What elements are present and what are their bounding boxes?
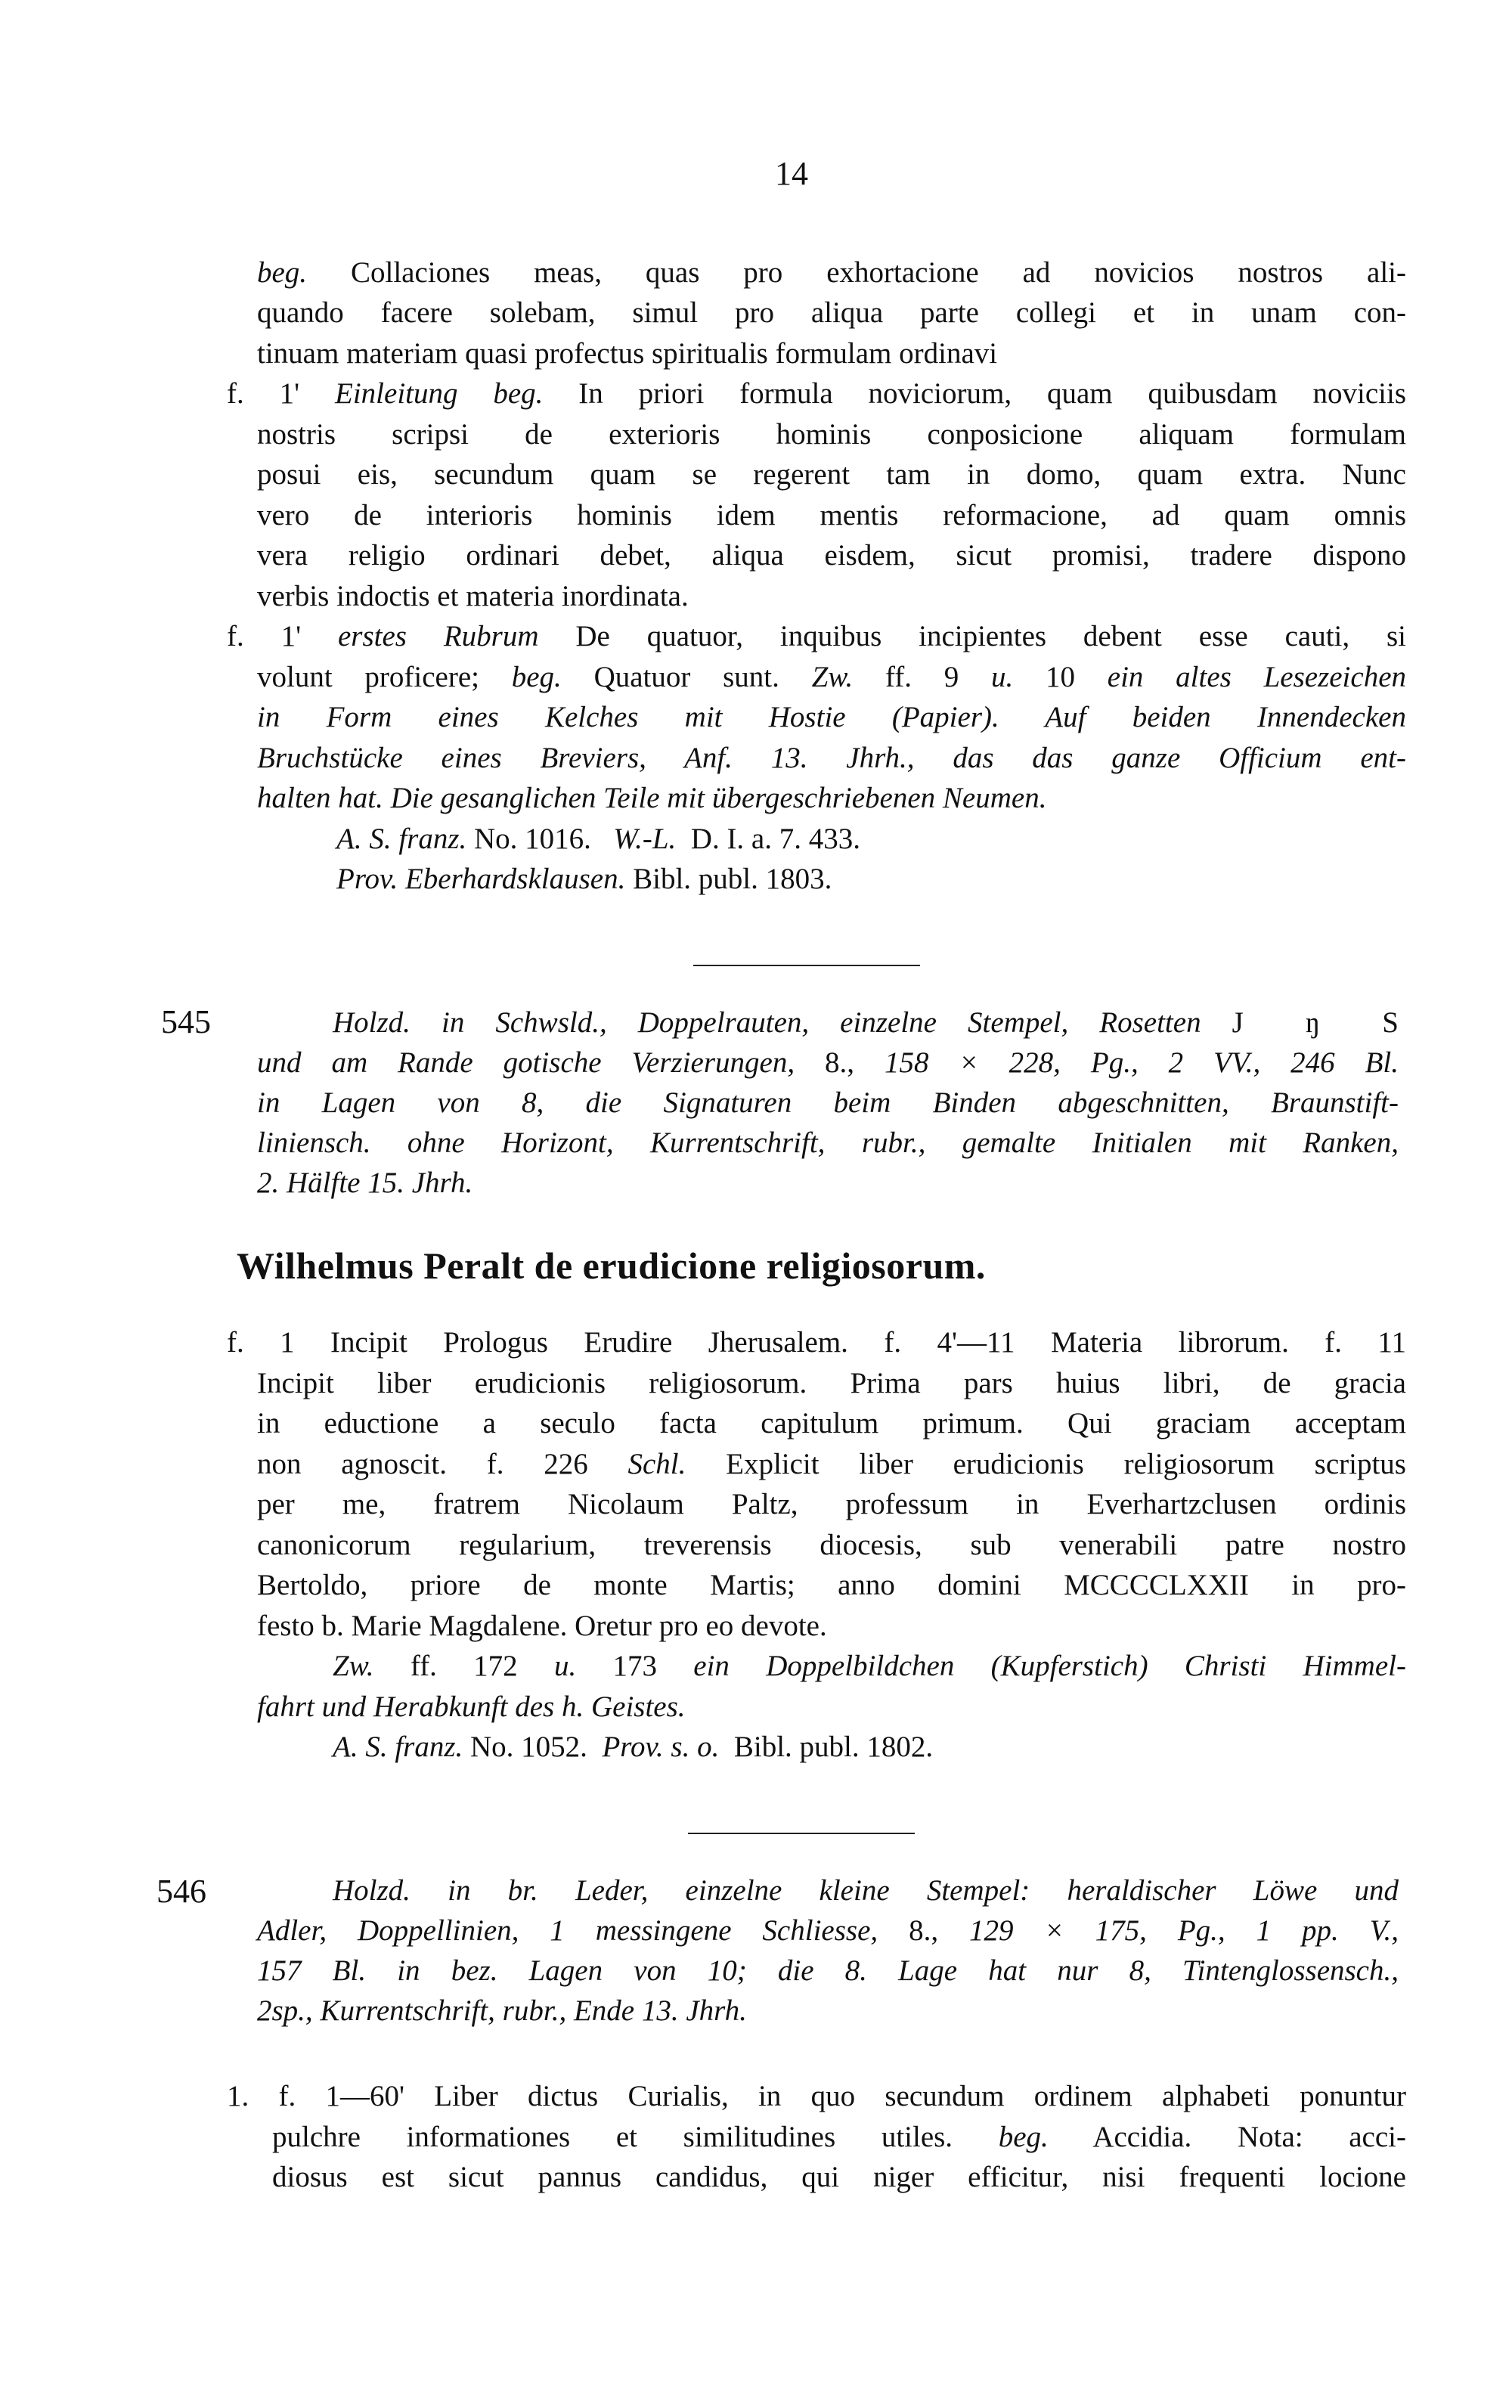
work-title: Wilhelmus Peralt de erudicione religiosorum. bbox=[237, 1244, 986, 1287]
text-line: Prov. Eberhardsklausen. Bibl. publ. 1803. bbox=[336, 863, 832, 895]
description-line: in Lagen von 8, die Signaturen beim Binden abgeschnitten, Braunstift- bbox=[257, 1086, 1399, 1119]
text-line: vera religio ordinari debet, aliqua eisdem, sicut promisi, tradere dispono bbox=[257, 539, 1406, 572]
description-line: 2. Hälfte 15. Jhrh. bbox=[257, 1167, 473, 1199]
text-line: volunt proficere; beg. Quatuor sunt. Zw. ff. 9 u. 10 ein altes Lesezeichen bbox=[257, 661, 1407, 693]
text-line: Zw. ff. 172 u. 173 ein Doppelbildchen (Kupferstich) Christi Himmel- bbox=[333, 1650, 1406, 1682]
description-line: 157 Bl. in bez. Lagen von 10; die 8. Lage hat nur 8, Tintenglossensch., bbox=[257, 1954, 1399, 1987]
text-line: posui eis, secundum quam se regerent tam in domo, quam extra. Nunc bbox=[257, 458, 1406, 491]
description-line: Holzd. in br. Leder, einzelne kleine Stempel: heraldischer Löwe und bbox=[333, 1874, 1399, 1907]
text-line: f. 1 Incipit Prologus Erudire Jherusalem. f. 4'—11 Materia librorum. f. 11 bbox=[227, 1326, 1406, 1359]
separator-rule bbox=[688, 1833, 915, 1834]
text-line: in eductione a seculo facta capitulum primum. Qui graciam acceptam bbox=[257, 1407, 1406, 1440]
text-line: canonicorum regularium, treverensis diocesis, sub venerabili patre nostro bbox=[257, 1529, 1406, 1561]
text-line: Bertoldo, priore de monte Martis; anno domini MCCCCLXXII in pro- bbox=[257, 1569, 1406, 1601]
text-line: festo b. Marie Magdalene. Oretur pro eo devote. bbox=[257, 1610, 827, 1642]
text-line: quando facere solebam, simul pro aliqua parte collegi et in unam con- bbox=[257, 296, 1406, 329]
description-line: 2sp., Kurrentschrift, rubr., Ende 13. Jhrh. bbox=[257, 1994, 747, 2027]
text-line: in Form eines Kelches mit Hostie (Papier). Auf beiden Innendecken bbox=[257, 701, 1406, 733]
text-line: nostris scripsi de exterioris hominis conposicione aliquam formulam bbox=[257, 418, 1406, 451]
text-line: 1. f. 1—60' Liber dictus Curialis, in quo secundum ordinem alphabeti ponuntur bbox=[227, 2080, 1406, 2112]
text-line: Bruchstücke eines Breviers, Anf. 13. Jhrh., das das ganze Officium ent- bbox=[257, 742, 1406, 774]
text-line: f. 1' erstes Rubrum De quatuor, inquibus incipientes debent esse cauti, si bbox=[227, 620, 1407, 652]
text-line: f. 1' Einleitung beg. In priori formula noviciorum, quam quibusdam noviciis bbox=[227, 377, 1406, 410]
description-line: Adler, Doppellinien, 1 messingene Schliesse, 8., 129 × 175, Pg., 1 pp. V., bbox=[257, 1914, 1399, 1947]
text-line: beg. Collaciones meas, quas pro exhortacione ad novicios nostros ali- bbox=[257, 256, 1406, 289]
text-line: Incipit liber erudicionis religiosorum. Prima pars huius libri, de gracia bbox=[257, 1367, 1406, 1399]
text-line: per me, fratrem Nicolaum Paltz, professum in Everhartzclusen ordinis bbox=[257, 1488, 1406, 1520]
description-line: Holzd. in Schwsld., Doppelrauten, einzelne Stempel, Rosetten J ŋ S bbox=[333, 1006, 1399, 1039]
text-line: halten hat. Die gesanglichen Teile mit übergeschriebenen Neumen. bbox=[257, 782, 1047, 814]
entry-number: 545 bbox=[161, 1003, 211, 1040]
description-line: liniensch. ohne Horizont, Kurrentschrift, rubr., gemalte Initialen mit Ranken, bbox=[257, 1127, 1399, 1159]
text-line: non agnoscit. f. 226 Schl. Explicit liber erudicionis religiosorum scriptus bbox=[257, 1448, 1406, 1480]
separator-rule bbox=[693, 965, 920, 966]
text-line: pulchre informationes et similitudines utiles. beg. Accidia. Nota: acci- bbox=[272, 2121, 1406, 2153]
description-line: und am Rande gotische Verzierungen, 8., 158 × 228, Pg., 2 VV., 246 Bl. bbox=[257, 1046, 1399, 1079]
text-line: diosus est sicut pannus candidus, qui niger efficitur, nisi frequenti locione bbox=[272, 2161, 1406, 2193]
text-line: tinuam materiam quasi profectus spiritualis formulam ordinavi bbox=[257, 337, 998, 370]
page-number: 14 bbox=[775, 155, 808, 192]
entry-number: 546 bbox=[156, 1873, 206, 1910]
text-line: A. S. franz. No. 1052. Prov. s. o. Bibl. publ. 1802. bbox=[333, 1731, 934, 1763]
text-line: A. S. franz. No. 1016. W.-L. D. I. a. 7. 433. bbox=[336, 823, 860, 855]
text-line: fahrt und Herabkunft des h. Geistes. bbox=[257, 1691, 686, 1723]
text-line: verbis indoctis et materia inordinata. bbox=[257, 580, 689, 612]
text-line: vero de interioris hominis idem mentis reformacione, ad quam omnis bbox=[257, 499, 1406, 531]
